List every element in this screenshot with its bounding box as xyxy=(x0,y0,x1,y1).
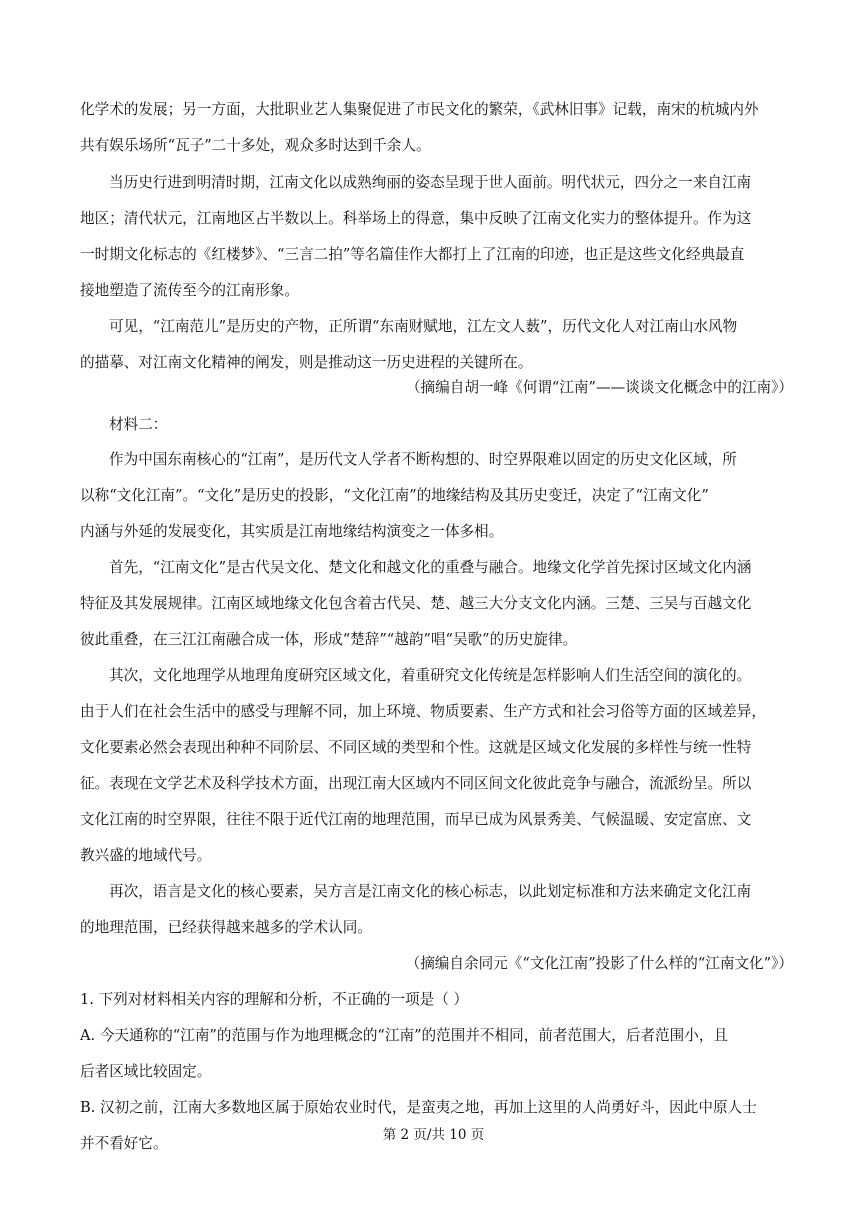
text-line: 由于人们在社会生活中的感受与理解不同，加上环境、物质要素、生产方式和社会习俗等方面的区域差异， xyxy=(80,703,766,720)
material-2-heading: 材料二： xyxy=(109,416,168,433)
text-line: 当历史行进到明清时期，江南文化以成熟绚丽的姿态呈现于世人面前。明代状元，四分之一来自江南 xyxy=(109,174,752,191)
text-line: 以称“文化江南”。“文化”是历史的投影，“文化江南”的地缘结构及其历史变迁，决定了“江南文化” xyxy=(80,487,709,504)
source-citation-2: （摘编自余同元《“文化江南”投影了什么样的“江南文化”》） xyxy=(405,955,793,972)
text-line: 接地塑造了流传至今的江南形象。 xyxy=(80,282,299,299)
text-line: B. 汉初之前，江南大多数地区属于原始农业时代，是蛮夷之地，再加上这里的人尚勇好斗，因此中原人士 xyxy=(80,1099,757,1116)
text-line: 征。表现在文学艺术及科学技术方面，出现江南大区域内不同区间文化彼此竞争与融合，流派纷呈。所以 xyxy=(80,775,752,792)
text-line: 文化要素必然会表现出种种不同阶层、不同区域的类型和个性。这就是区域文化发展的多样性与统一性特 xyxy=(80,739,752,756)
text-line: 首先，“江南文化”是古代吴文化、楚文化和越文化的重叠与融合。地缘文化学首先探讨区域文化内涵 xyxy=(109,559,752,576)
text-line: 文化江南的时空界限，往往不限于近代江南的地理范围，而早已成为风景秀美、气候温暖、安定富庶、文 xyxy=(80,811,752,828)
text-line: 其次，文化地理学从地理角度研究区域文化，着重研究文化传统是怎样影响人们生活空间的演化的。 xyxy=(109,667,752,684)
text-line: 的地理范围，已经获得越来越多的学术认同。 xyxy=(80,919,372,936)
question-stem: 1. 下列对材料相关内容的理解和分析，不正确的一项是（ ） xyxy=(80,991,469,1008)
source-citation-1: （摘编自胡一峰《何谓“江南”——谈谈文化概念中的江南》） xyxy=(405,379,793,396)
text-line: 地区；清代状元，江南地区占半数以上。科举场上的得意，集中反映了江南文化实力的整体提升。作为这 xyxy=(80,210,752,227)
text-line: 一时期文化标志的《红楼梦》、“三言二拍”等名篇佳作大都打上了江南的印迹，也正是这些文化经典最直 xyxy=(80,246,745,263)
text-line: 内涵与外延的发展变化，其实质是江南地缘结构演变之一体多相。 xyxy=(80,523,504,540)
text-line: 化学术的发展；另一方面，大批职业艺人集聚促进了市民文化的繁荣，《武林旧事》记载，南宋的杭城内外 xyxy=(80,101,759,118)
text-line: 可见，“江南范儿”是历史的产物，正所谓“东南财赋地，江左文人薮”，历代文化人对江南山水风物 xyxy=(109,318,738,335)
text-line: 共有娱乐场所“瓦子”二十多处，观众多时达到千余人。 xyxy=(80,137,431,154)
text-line: 再次，语言是文化的核心要素，吴方言是江南文化的核心标志，以此划定标准和方法来确定文化江南 xyxy=(109,883,752,900)
text-line: 彼此重叠，在三江江南融合成一体，形成“楚辞”“越韵”唱“吴歌”的历史旋律。 xyxy=(80,631,578,648)
page-number: 第 2 页/共 10 页 xyxy=(382,1127,485,1143)
text-line: 后者区域比较固定。 xyxy=(80,1063,212,1080)
text-line: A. 今天通称的“江南”的范围与作为地理概念的“江南”的范围并不相同，前者范围大，后者范围小，且 xyxy=(80,1027,729,1044)
text-line: 的描摹、对江南文化精神的阐发，则是推动这一历史进程的关键所在。 xyxy=(80,354,533,371)
text-line: 作为中国东南核心的“江南”，是历代文人学者不断构想的、时空界限难以固定的历史文化区域，所 xyxy=(109,451,737,468)
text-line: 并不看好它。 xyxy=(80,1135,168,1152)
text-line: 特征及其发展规律。江南区域地缘文化包含着古代吴、楚、越三大分支文化内涵。三楚、三吴与百越文化 xyxy=(80,595,752,612)
text-line: 教兴盛的地域代号。 xyxy=(80,847,212,864)
